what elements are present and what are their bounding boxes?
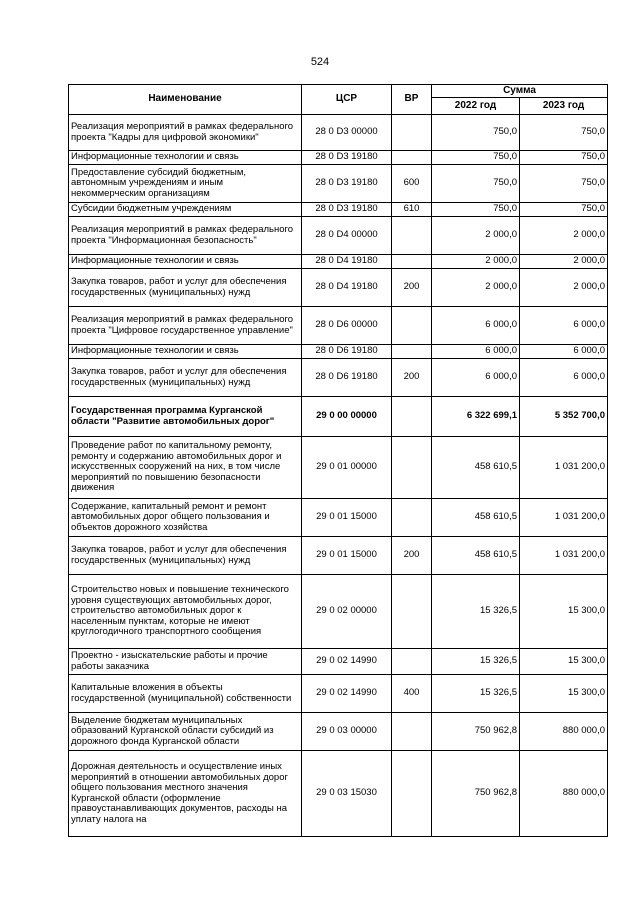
row-sum-2022: 750,0 bbox=[432, 115, 520, 151]
row-sum-2022: 15 326,5 bbox=[432, 675, 520, 713]
budget-table bbox=[68, 84, 608, 837]
row-name: Закупка товаров, работ и услуг для обеспечения государственных (муниципальных) нужд bbox=[69, 537, 302, 575]
row-csr: 29 0 02 14990 bbox=[302, 675, 392, 713]
column-header-name: Наименование bbox=[69, 85, 302, 115]
row-sum-2022: 6 000,0 bbox=[432, 307, 520, 345]
table-row bbox=[69, 359, 608, 397]
row-sum-2022: 2 000,0 bbox=[432, 255, 520, 269]
row-sum-2023: 1 031 200,0 bbox=[520, 537, 608, 575]
row-sum-2023: 2 000,0 bbox=[520, 217, 608, 255]
row-sum-2023: 2 000,0 bbox=[520, 269, 608, 307]
table-row bbox=[69, 255, 608, 269]
table-row bbox=[69, 165, 608, 203]
row-sum-2022: 458 610,5 bbox=[432, 537, 520, 575]
table-row bbox=[69, 115, 608, 151]
row-csr: 28 0 D3 19180 bbox=[302, 203, 392, 217]
table-row bbox=[69, 537, 608, 575]
row-name: Дорожная деятельность и осуществление иных мероприятий в отношении автомобильных дорог общего пользования местного значения Курганской области (оформление правоустанавливающих документов, расходы на уплату налога на bbox=[69, 751, 302, 837]
row-vr: 200 bbox=[392, 359, 432, 397]
row-sum-2023: 15 300,0 bbox=[520, 575, 608, 649]
row-sum-2022: 750,0 bbox=[432, 165, 520, 203]
row-csr: 28 0 D3 19180 bbox=[302, 151, 392, 165]
row-name: Капитальные вложения в объекты государственной (муниципальной) собственности bbox=[69, 675, 302, 713]
table-row bbox=[69, 397, 608, 437]
row-csr: 28 0 D3 00000 bbox=[302, 115, 392, 151]
column-header-vr: ВР bbox=[392, 85, 432, 115]
row-vr: 200 bbox=[392, 269, 432, 307]
row-vr: 200 bbox=[392, 537, 432, 575]
row-sum-2022: 458 610,5 bbox=[432, 499, 520, 537]
row-name: Информационные технологии и связь bbox=[69, 255, 302, 269]
row-sum-2023: 750,0 bbox=[520, 115, 608, 151]
row-csr: 29 0 01 15000 bbox=[302, 499, 392, 537]
row-sum-2022: 750 962,8 bbox=[432, 751, 520, 837]
row-vr bbox=[392, 649, 432, 675]
row-sum-2022: 2 000,0 bbox=[432, 217, 520, 255]
row-sum-2023: 2 000,0 bbox=[520, 255, 608, 269]
row-name: Закупка товаров, работ и услуг для обеспечения государственных (муниципальных) нужд bbox=[69, 359, 302, 397]
row-csr: 29 0 01 00000 bbox=[302, 437, 392, 499]
column-header-sum: Сумма bbox=[432, 85, 608, 98]
row-name: Проведение работ по капитальному ремонту, ремонту и содержанию автомобильных дорог и искусственных сооружений на них, в том числе мероприятий по повышению безопасности движения bbox=[69, 437, 302, 499]
row-vr bbox=[392, 151, 432, 165]
row-csr: 29 0 03 00000 bbox=[302, 713, 392, 751]
row-vr bbox=[392, 115, 432, 151]
row-vr bbox=[392, 255, 432, 269]
table-row bbox=[69, 269, 608, 307]
row-csr: 29 0 00 00000 bbox=[302, 397, 392, 437]
table-row bbox=[69, 345, 608, 359]
table-row bbox=[69, 151, 608, 165]
row-csr: 29 0 01 15000 bbox=[302, 537, 392, 575]
row-sum-2022: 2 000,0 bbox=[432, 269, 520, 307]
row-sum-2023: 1 031 200,0 bbox=[520, 499, 608, 537]
table-row bbox=[69, 499, 608, 537]
row-name: Информационные технологии и связь bbox=[69, 345, 302, 359]
row-csr: 28 0 D6 00000 bbox=[302, 307, 392, 345]
row-sum-2022: 6 000,0 bbox=[432, 345, 520, 359]
column-header-csr: ЦСР bbox=[302, 85, 392, 115]
row-sum-2023: 750,0 bbox=[520, 203, 608, 217]
table-row bbox=[69, 675, 608, 713]
table-row bbox=[69, 217, 608, 255]
row-sum-2022: 15 326,5 bbox=[432, 575, 520, 649]
row-sum-2023: 15 300,0 bbox=[520, 649, 608, 675]
row-name: Закупка товаров, работ и услуг для обеспечения государственных (муниципальных) нужд bbox=[69, 269, 302, 307]
row-sum-2023: 880 000,0 bbox=[520, 713, 608, 751]
row-vr bbox=[392, 345, 432, 359]
row-vr bbox=[392, 751, 432, 837]
row-sum-2023: 6 000,0 bbox=[520, 345, 608, 359]
table-row bbox=[69, 649, 608, 675]
row-csr: 28 0 D3 19180 bbox=[302, 165, 392, 203]
row-csr: 28 0 D4 00000 bbox=[302, 217, 392, 255]
row-name: Информационные технологии и связь bbox=[69, 151, 302, 165]
table-row bbox=[69, 307, 608, 345]
row-sum-2023: 6 000,0 bbox=[520, 359, 608, 397]
column-header-2022: 2022 год bbox=[432, 98, 520, 115]
table-row bbox=[69, 575, 608, 649]
row-name: Строительство новых и повышение технического уровня существующих автомобильных дорог, строительство автомобильных дорог к населенным пунктам, которые не имеют круглогодичного транспортного сообщения bbox=[69, 575, 302, 649]
row-vr bbox=[392, 575, 432, 649]
row-sum-2023: 750,0 bbox=[520, 151, 608, 165]
row-vr bbox=[392, 437, 432, 499]
table-row bbox=[69, 751, 608, 837]
row-sum-2022: 750 962,8 bbox=[432, 713, 520, 751]
row-sum-2022: 6 000,0 bbox=[432, 359, 520, 397]
row-csr: 29 0 02 14990 bbox=[302, 649, 392, 675]
row-csr: 28 0 D6 19180 bbox=[302, 345, 392, 359]
table-row bbox=[69, 713, 608, 751]
row-sum-2023: 750,0 bbox=[520, 165, 608, 203]
row-sum-2022: 458 610,5 bbox=[432, 437, 520, 499]
row-vr bbox=[392, 307, 432, 345]
row-csr: 28 0 D4 19180 bbox=[302, 255, 392, 269]
table-body bbox=[69, 115, 608, 837]
row-vr: 610 bbox=[392, 203, 432, 217]
row-sum-2023: 880 000,0 bbox=[520, 751, 608, 837]
row-name: Субсидии бюджетным учреждениям bbox=[69, 203, 302, 217]
row-vr bbox=[392, 397, 432, 437]
row-sum-2023: 5 352 700,0 bbox=[520, 397, 608, 437]
row-csr: 29 0 03 15030 bbox=[302, 751, 392, 837]
row-csr: 29 0 02 00000 bbox=[302, 575, 392, 649]
row-name: Реализация мероприятий в рамках федерального проекта "Информационная безопасность" bbox=[69, 217, 302, 255]
row-vr bbox=[392, 499, 432, 537]
row-name: Выделение бюджетам муниципальных образований Курганской области субсидий из дорожного фонда Курганской области bbox=[69, 713, 302, 751]
row-vr: 600 bbox=[392, 165, 432, 203]
row-name: Реализация мероприятий в рамках федерального проекта "Кадры для цифровой экономики" bbox=[69, 115, 302, 151]
row-name: Реализация мероприятий в рамках федерального проекта "Цифровое государственное управление" bbox=[69, 307, 302, 345]
row-sum-2022: 6 322 699,1 bbox=[432, 397, 520, 437]
row-sum-2023: 15 300,0 bbox=[520, 675, 608, 713]
column-header-2023: 2023 год bbox=[520, 98, 608, 115]
table-row bbox=[69, 437, 608, 499]
table-row bbox=[69, 203, 608, 217]
page-number: 524 bbox=[310, 56, 330, 68]
row-name: Проектно - изыскательские работы и прочие работы заказчика bbox=[69, 649, 302, 675]
row-csr: 28 0 D4 19180 bbox=[302, 269, 392, 307]
row-vr: 400 bbox=[392, 675, 432, 713]
row-name: Предоставление субсидий бюджетным, автономным учреждениям и иным некоммерческим организациям bbox=[69, 165, 302, 203]
row-sum-2022: 750,0 bbox=[432, 203, 520, 217]
row-sum-2023: 6 000,0 bbox=[520, 307, 608, 345]
row-csr: 28 0 D6 19180 bbox=[302, 359, 392, 397]
row-sum-2022: 15 326,5 bbox=[432, 649, 520, 675]
row-vr bbox=[392, 713, 432, 751]
row-name: Государственная программа Курганской области "Развитие автомобильных дорог" bbox=[69, 397, 302, 437]
row-name: Содержание, капитальный ремонт и ремонт автомобильных дорог общего пользования и объектов дорожного хозяйства bbox=[69, 499, 302, 537]
row-sum-2023: 1 031 200,0 bbox=[520, 437, 608, 499]
row-sum-2022: 750,0 bbox=[432, 151, 520, 165]
row-vr bbox=[392, 217, 432, 255]
